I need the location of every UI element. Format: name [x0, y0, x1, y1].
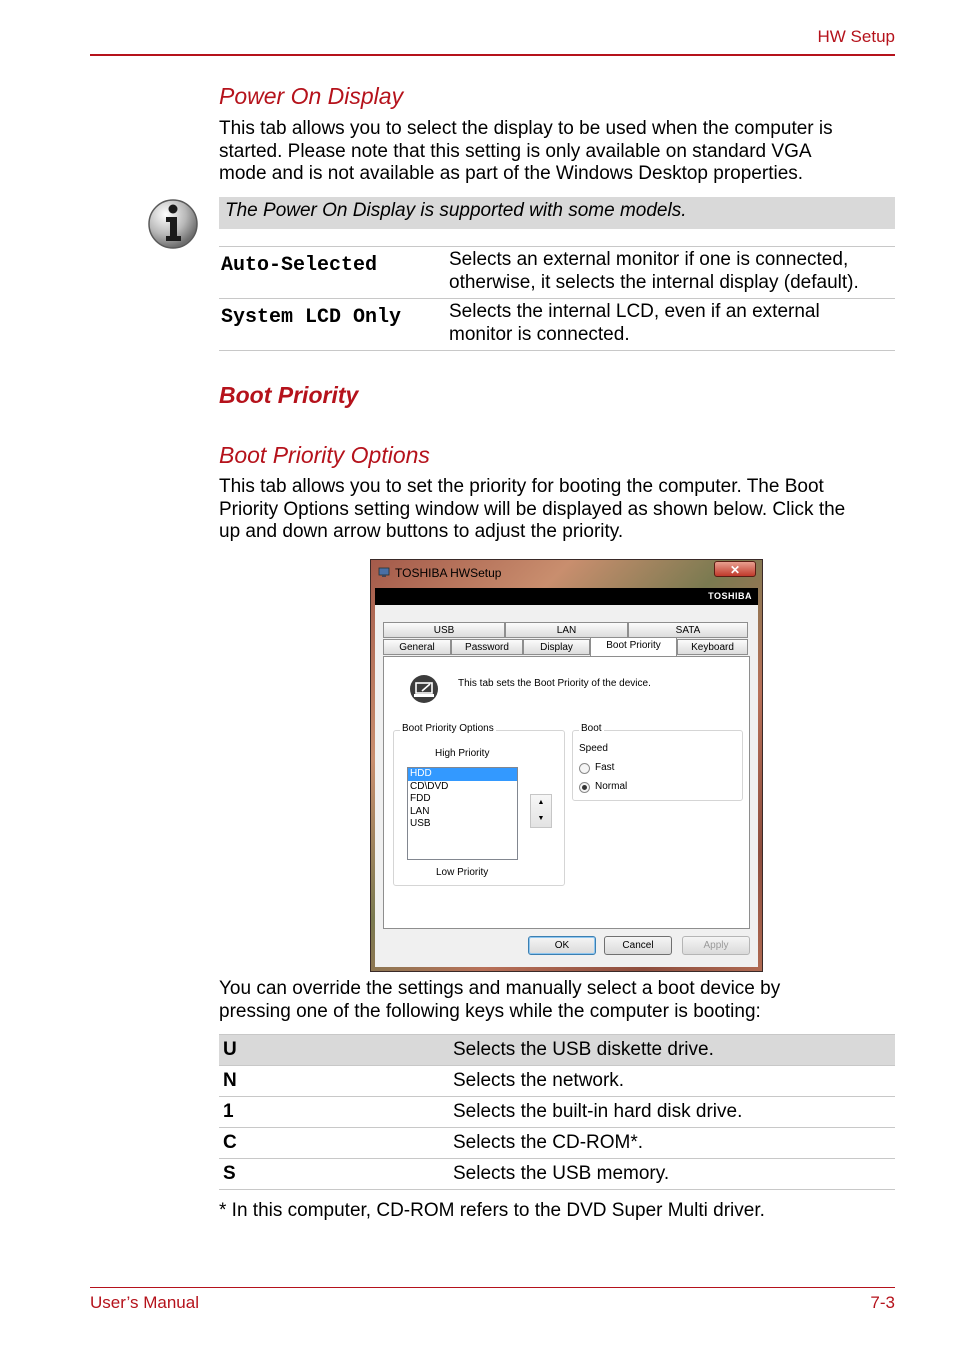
tab-general[interactable]: General [383, 639, 451, 655]
tab-keyboard[interactable]: Keyboard [677, 639, 748, 655]
tab-description: This tab sets the Boot Priority of the device. [458, 678, 651, 689]
up-arrow-button[interactable]: ▲ [537, 799, 545, 806]
key-cell: S [219, 1159, 449, 1190]
key-cell: C [219, 1128, 449, 1159]
ok-button[interactable]: OK [528, 936, 596, 955]
tab-panel [383, 656, 750, 929]
down-arrow-button[interactable]: ▼ [537, 815, 545, 822]
option-desc: Selects the internal LCD, even if an external monitor is connected. [447, 299, 895, 351]
radio-normal[interactable] [579, 782, 590, 793]
tab-sata[interactable]: SATA [628, 622, 748, 638]
table-row [219, 1128, 895, 1159]
table-row [219, 299, 895, 351]
running-header: HW Setup [817, 27, 895, 46]
boot-speed-group [572, 723, 743, 801]
tab-boot-priority[interactable]: Boot Priority [590, 637, 677, 656]
note-box [219, 197, 895, 229]
priority-spinner[interactable] [530, 794, 552, 828]
tab-usb[interactable]: USB [383, 622, 505, 638]
option-key: System LCD Only [219, 299, 447, 351]
power-on-intro: This tab allows you to select the display to be used when the computer is started. Please note that this setting is only available on standard VGA mode and is not available as part of the Windows Desktop properties. [219, 118, 833, 184]
tab-password[interactable]: Password [451, 639, 523, 655]
radio-fast[interactable] [579, 763, 590, 774]
brand-logo: TOSHIBA [708, 591, 752, 601]
key-cell: N [219, 1066, 449, 1097]
list-item[interactable]: HDD [408, 768, 517, 781]
cancel-button[interactable]: Cancel [604, 936, 672, 955]
high-priority-label: High Priority [435, 748, 490, 759]
boot-options-heading: Boot Priority Options [219, 442, 430, 468]
key-desc: Selects the CD-ROM*. [449, 1128, 895, 1159]
table-row [219, 1066, 895, 1097]
settings-icon [409, 674, 439, 704]
key-desc: Selects the network. [449, 1066, 895, 1097]
key-desc: Selects the built-in hard disk drive. [449, 1097, 895, 1128]
list-item[interactable]: CD\DVD [410, 780, 449, 792]
boot-priority-heading: Boot Priority [219, 382, 359, 408]
footnote: * In this computer, CD-ROM refers to the DVD Super Multi driver. [219, 1200, 765, 1221]
table-row [219, 1159, 895, 1190]
apply-button[interactable]: Apply [682, 936, 750, 955]
header-rule [90, 54, 895, 56]
info-icon [147, 198, 199, 250]
low-priority-label: Low Priority [436, 867, 489, 878]
device-listbox[interactable] [407, 767, 518, 860]
tab-lan[interactable]: LAN [505, 622, 628, 638]
list-item[interactable]: FDD [410, 793, 431, 804]
option-desc: Selects an external monitor if one is connected, otherwise, it selects the internal display (default). [447, 247, 895, 299]
close-button[interactable]: ✕ [714, 561, 756, 577]
display-options-table [219, 246, 895, 351]
tab-display[interactable]: Display [523, 639, 590, 655]
hwsetup-window-screenshot [370, 559, 763, 972]
key-desc: Selects the USB memory. [449, 1159, 895, 1190]
window-client [375, 605, 758, 967]
list-item[interactable]: LAN [410, 805, 430, 817]
radio-normal-label: Normal [595, 781, 628, 792]
key-cell: 1 [219, 1097, 449, 1128]
table-row [219, 247, 895, 299]
priority-group-label: Boot Priority Options [402, 723, 494, 734]
boot-intro: This tab allows you to set the priority for booting the computer. The Boot Priority Options setting window will be displayed as shown below. Click the up and down arrow buttons to adjust the priority. [219, 476, 846, 542]
footer-manual: User’s Manual [90, 1293, 199, 1312]
window-title: TOSHIBA HWSetup [395, 566, 502, 580]
app-icon [378, 566, 390, 578]
table-row [219, 1097, 895, 1128]
radio-fast-label: Fast [595, 762, 615, 773]
power-on-heading: Power On Display [219, 83, 404, 109]
footer-rule [90, 1287, 895, 1288]
key-cell: U [219, 1035, 449, 1066]
list-item[interactable]: USB [410, 818, 431, 829]
brand-bar [375, 588, 758, 605]
speed-label: Speed [579, 743, 608, 754]
option-key: Auto-Selected [219, 247, 447, 299]
key-desc: Selects the USB diskette drive. [449, 1035, 895, 1066]
note-text: The Power On Display is supported with some models. [225, 200, 687, 221]
boot-keys-table [219, 1034, 895, 1190]
boot-group-label: Boot [581, 723, 602, 734]
table-row [219, 1035, 895, 1066]
override-text: You can override the settings and manually select a boot device by pressing one of the following keys while the computer is booting: [219, 978, 781, 1022]
priority-group [393, 723, 565, 886]
page-number: 7-3 [870, 1293, 895, 1312]
